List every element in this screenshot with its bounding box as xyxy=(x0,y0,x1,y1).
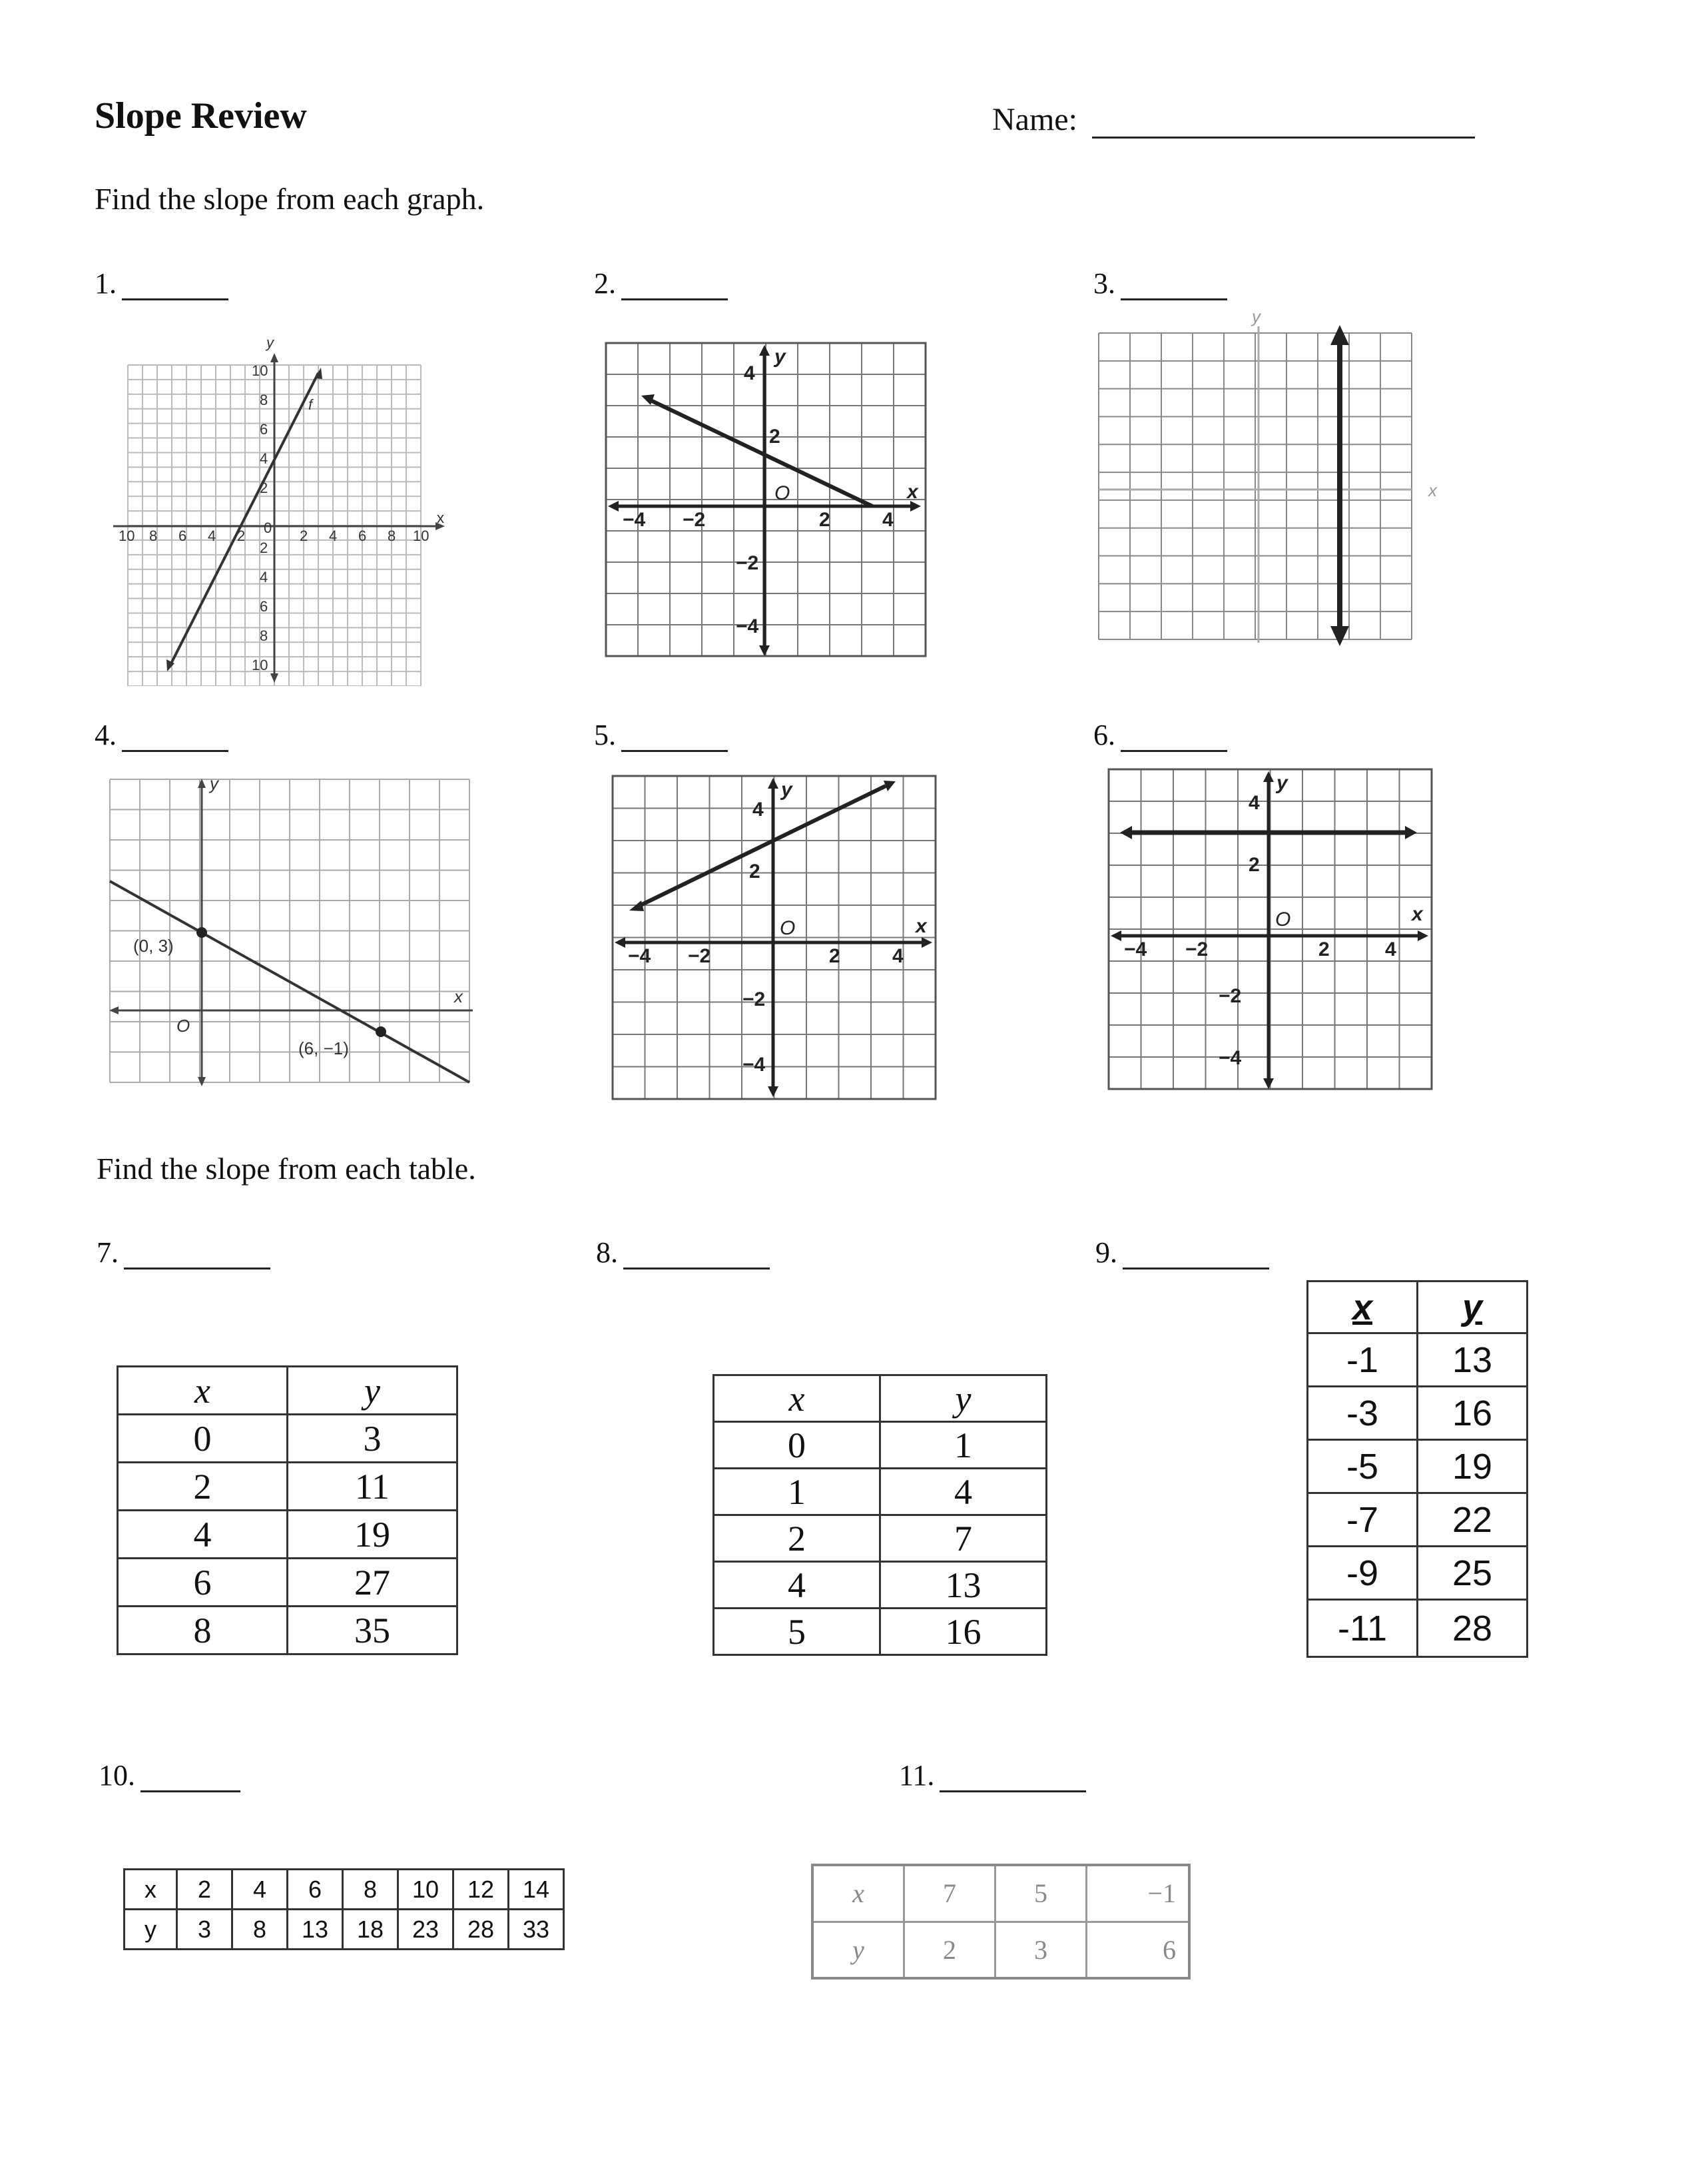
table-cell: 2 xyxy=(177,1870,232,1910)
table-row xyxy=(1308,1387,1528,1440)
x-tick: −4 xyxy=(1124,938,1147,960)
table-cell: 27 xyxy=(288,1559,457,1607)
y-tick: 6 xyxy=(260,598,268,615)
table-row xyxy=(118,1463,457,1511)
table-row xyxy=(714,1422,1047,1469)
table-cell: 8 xyxy=(118,1607,288,1654)
answer-blank-2[interactable] xyxy=(621,272,728,300)
graphs-instruction: Find the slope from each graph. xyxy=(95,182,485,216)
y-axis-label: y xyxy=(1276,772,1288,794)
table-row xyxy=(1308,1547,1528,1600)
x-axis-arrow-icon xyxy=(1418,930,1428,941)
x-axis-label: x xyxy=(1412,903,1423,925)
answer-blank-3[interactable] xyxy=(1121,272,1227,300)
x-tick: 4 xyxy=(208,528,216,544)
y-axis-label: y xyxy=(210,776,218,793)
y-tick: −4 xyxy=(736,615,759,637)
problem-11-label xyxy=(899,1758,1086,1792)
table-cell: -5 xyxy=(1308,1440,1418,1493)
answer-blank-5[interactable] xyxy=(621,723,728,752)
graph-4 xyxy=(107,776,476,1089)
problem-number: 10. xyxy=(99,1759,135,1792)
point-6-neg1 xyxy=(376,1026,386,1037)
y-tick: 2 xyxy=(749,861,760,883)
line-arrow-icon xyxy=(1120,826,1132,839)
y-axis-arrow-icon xyxy=(270,353,278,362)
graph-line xyxy=(170,373,318,666)
table-cell: 10 xyxy=(398,1870,453,1910)
origin-label: O xyxy=(780,917,796,939)
table-cell: 16 xyxy=(1418,1387,1528,1440)
y-axis-label: y xyxy=(774,346,786,368)
x-tick: 4 xyxy=(329,528,338,544)
y-axis-arrow-icon xyxy=(1263,771,1274,782)
table-row xyxy=(125,1910,564,1950)
table-cell: 13 xyxy=(1418,1333,1528,1387)
table-cell: 1 xyxy=(714,1469,880,1515)
graph-1 xyxy=(107,333,446,686)
y-tick: −4 xyxy=(742,1054,766,1076)
x-tick: −2 xyxy=(688,945,711,967)
answer-blank-10[interactable] xyxy=(141,1764,240,1792)
answer-blank-7[interactable] xyxy=(124,1241,270,1270)
x-tick: −4 xyxy=(623,509,646,531)
table-cell: 18 xyxy=(343,1910,398,1950)
table-cell: 0 xyxy=(118,1415,288,1463)
point-0-3 xyxy=(196,927,207,938)
x-tick: 2 xyxy=(300,528,308,544)
x-tick: 8 xyxy=(388,528,396,544)
table-cell: 25 xyxy=(1418,1547,1528,1600)
table-cell: 1 xyxy=(880,1422,1047,1469)
x-tick: 4 xyxy=(882,509,894,531)
line-arrow-icon xyxy=(1405,826,1417,839)
y-tick: 10 xyxy=(252,362,268,379)
table-10 xyxy=(123,1868,565,1950)
table-row xyxy=(1308,1600,1528,1657)
table-header: y xyxy=(880,1375,1047,1422)
problem-number: 5. xyxy=(594,719,616,751)
table-cell: 4 xyxy=(232,1870,288,1910)
table-cell: 3 xyxy=(177,1910,232,1950)
table-cell: 2 xyxy=(118,1463,288,1511)
y-tick: 4 xyxy=(260,450,268,467)
tables-instruction: Find the slope from each table. xyxy=(97,1152,476,1186)
x-tick: 6 xyxy=(358,528,367,544)
answer-blank-6[interactable] xyxy=(1121,723,1227,752)
table-cell: 4 xyxy=(118,1511,288,1559)
x-axis-label: x xyxy=(907,481,918,503)
x-tick: 10 xyxy=(119,528,135,544)
y-tick: 2 xyxy=(260,480,268,496)
x-axis-label: x xyxy=(1428,480,1437,500)
graph-2 xyxy=(603,340,936,666)
table-cell: 8 xyxy=(232,1910,288,1950)
table-cell: 4 xyxy=(714,1562,880,1609)
y-tick: −2 xyxy=(1219,985,1242,1007)
problem-3-label xyxy=(1093,266,1227,300)
x-tick: −2 xyxy=(1185,938,1209,960)
y-axis-arrow-icon xyxy=(768,1086,778,1097)
table-header: x xyxy=(1308,1281,1418,1333)
answer-blank-8[interactable] xyxy=(623,1241,770,1270)
y-tick: 4 xyxy=(744,362,755,384)
table-row xyxy=(714,1609,1047,1655)
y-axis-arrow-icon xyxy=(1263,1078,1274,1089)
x-tick: 10 xyxy=(413,528,429,544)
table-cell: -9 xyxy=(1308,1547,1418,1600)
table-cell: 12 xyxy=(453,1870,509,1910)
graph-line xyxy=(649,400,872,506)
table-cell: 8 xyxy=(343,1870,398,1910)
table-cell: 5 xyxy=(995,1865,1087,1922)
problem-4-label xyxy=(95,718,228,752)
table-header: y xyxy=(1418,1281,1528,1333)
table-cell: 23 xyxy=(398,1910,453,1950)
table-cell: x xyxy=(125,1870,177,1910)
y-tick: −2 xyxy=(736,552,759,574)
y-tick: 6 xyxy=(260,421,268,438)
problem-1-label xyxy=(95,266,228,300)
table-cell: −1 xyxy=(1087,1865,1190,1922)
table-row xyxy=(812,1922,1189,1978)
table-cell: 3 xyxy=(288,1415,457,1463)
table-cell: 2 xyxy=(904,1922,995,1978)
table-row xyxy=(118,1511,457,1559)
x-axis-label: x xyxy=(437,510,444,526)
page-title: Slope Review xyxy=(95,95,307,137)
y-axis-label: y xyxy=(266,334,274,351)
table-row xyxy=(1308,1333,1528,1387)
line-label: f xyxy=(308,396,313,413)
table-row xyxy=(1308,1440,1528,1493)
y-tick: 8 xyxy=(260,627,268,644)
table-row xyxy=(118,1607,457,1654)
table-cell: 14 xyxy=(509,1870,564,1910)
table-cell: x xyxy=(812,1865,904,1922)
y-tick: −2 xyxy=(742,988,766,1010)
table-7 xyxy=(117,1365,458,1655)
graph-3 xyxy=(1092,306,1452,653)
problem-2-label xyxy=(594,266,728,300)
problem-6-label xyxy=(1093,718,1227,752)
x-axis-label: x xyxy=(454,986,463,1006)
answer-blank-11[interactable] xyxy=(940,1764,1086,1792)
problem-number: 2. xyxy=(594,267,616,300)
origin-label: O xyxy=(774,482,790,504)
table-cell: 13 xyxy=(880,1562,1047,1609)
table-cell: 19 xyxy=(288,1511,457,1559)
name-blank[interactable] xyxy=(1092,137,1475,139)
table-row xyxy=(714,1515,1047,1562)
x-tick: 8 xyxy=(149,528,158,544)
problem-7-label xyxy=(97,1236,270,1270)
table-cell: 0 xyxy=(714,1422,880,1469)
table-row xyxy=(714,1469,1047,1515)
line-arrow-icon xyxy=(1330,325,1349,345)
table-cell: 28 xyxy=(453,1910,509,1950)
y-axis-label: y xyxy=(1252,306,1261,326)
table-cell: 6 xyxy=(288,1870,343,1910)
problem-number: 9. xyxy=(1095,1236,1117,1269)
table-cell: 19 xyxy=(1418,1440,1528,1493)
point-label: (6, −1) xyxy=(298,1038,349,1058)
x-tick: 4 xyxy=(892,945,904,967)
y-tick: 4 xyxy=(752,799,764,821)
y-tick: 10 xyxy=(252,657,268,673)
x-tick: 0 xyxy=(264,520,272,536)
table-row xyxy=(118,1559,457,1607)
answer-blank-1[interactable] xyxy=(122,272,228,300)
x-axis-arrow-icon xyxy=(608,501,619,512)
table-cell: 28 xyxy=(1418,1600,1528,1657)
table-cell: -3 xyxy=(1308,1387,1418,1440)
x-axis-arrow-icon xyxy=(615,937,625,948)
table-cell: y xyxy=(812,1922,904,1978)
x-tick: 2 xyxy=(1318,938,1330,960)
problem-9-label xyxy=(1095,1236,1269,1270)
origin-label: O xyxy=(1275,909,1291,930)
table-cell: 13 xyxy=(288,1910,343,1950)
graph-6 xyxy=(1105,766,1438,1096)
problem-8-label xyxy=(596,1236,770,1270)
table-cell: 3 xyxy=(995,1922,1087,1978)
x-tick: 6 xyxy=(178,528,187,544)
table-cell: 2 xyxy=(714,1515,880,1562)
table-cell: 35 xyxy=(288,1607,457,1654)
y-axis-arrow-icon xyxy=(270,673,278,683)
x-tick: −2 xyxy=(683,509,706,531)
problem-5-label xyxy=(594,718,728,752)
table-row xyxy=(1308,1493,1528,1547)
name-label: Name: xyxy=(992,102,1077,137)
y-tick: 4 xyxy=(260,569,268,585)
table-row xyxy=(714,1562,1047,1609)
x-tick: 2 xyxy=(237,528,246,544)
x-axis-arrow-icon xyxy=(1111,930,1121,941)
y-tick: 2 xyxy=(260,540,268,556)
problem-number: 4. xyxy=(95,719,117,751)
table-cell: 6 xyxy=(1087,1922,1190,1978)
problem-number: 6. xyxy=(1093,719,1115,751)
y-tick: 2 xyxy=(769,426,780,448)
x-tick: −4 xyxy=(628,945,651,967)
table-cell: y xyxy=(125,1910,177,1950)
x-axis-arrow-icon xyxy=(922,937,932,948)
y-tick: 4 xyxy=(1249,792,1260,814)
table-cell: 5 xyxy=(714,1609,880,1655)
y-tick: 2 xyxy=(1249,854,1260,876)
answer-blank-9[interactable] xyxy=(1123,1241,1269,1270)
problem-number: 8. xyxy=(596,1236,618,1269)
x-tick: 2 xyxy=(819,509,830,531)
graph-5 xyxy=(609,773,942,1106)
y-axis-arrow-icon xyxy=(759,645,770,656)
table-11 xyxy=(811,1864,1191,1980)
table-cell: 16 xyxy=(880,1609,1047,1655)
table-row xyxy=(118,1415,457,1463)
table-cell: -7 xyxy=(1308,1493,1418,1547)
table-header: y xyxy=(288,1367,457,1415)
y-axis-label: y xyxy=(781,779,792,801)
point-label: (0, 3) xyxy=(133,936,174,956)
x-axis-arrow-icon xyxy=(109,1006,119,1014)
table-cell: 22 xyxy=(1418,1493,1528,1547)
origin-label: O xyxy=(176,1016,190,1036)
table-8 xyxy=(712,1374,1047,1656)
problem-number: 3. xyxy=(1093,267,1115,300)
y-axis-arrow-icon xyxy=(759,345,770,356)
x-tick: 4 xyxy=(1385,938,1396,960)
table-cell: -11 xyxy=(1308,1600,1418,1657)
y-tick: 8 xyxy=(260,392,268,408)
problem-10-label xyxy=(99,1758,240,1792)
y-tick: −4 xyxy=(1219,1047,1242,1069)
table-cell: 4 xyxy=(880,1469,1047,1515)
table-cell: 7 xyxy=(904,1865,995,1922)
table-cell: 11 xyxy=(288,1463,457,1511)
table-row xyxy=(812,1865,1189,1922)
x-tick: 2 xyxy=(829,945,840,967)
table-cell: 6 xyxy=(118,1559,288,1607)
table-cell: 33 xyxy=(509,1910,564,1950)
y-axis-arrow-icon xyxy=(198,779,206,788)
problem-number: 11. xyxy=(899,1759,935,1792)
problem-number: 7. xyxy=(97,1236,119,1269)
table-cell: 7 xyxy=(880,1515,1047,1562)
answer-blank-4[interactable] xyxy=(122,723,228,752)
table-cell: -1 xyxy=(1308,1333,1418,1387)
table-row xyxy=(125,1870,564,1910)
table-header: x xyxy=(714,1375,880,1422)
table-header: x xyxy=(118,1367,288,1415)
y-axis-arrow-icon xyxy=(768,778,778,789)
table-9 xyxy=(1306,1280,1528,1658)
line-arrow-icon xyxy=(1330,626,1349,646)
x-axis-label: x xyxy=(916,915,927,937)
problem-number: 1. xyxy=(95,267,117,300)
